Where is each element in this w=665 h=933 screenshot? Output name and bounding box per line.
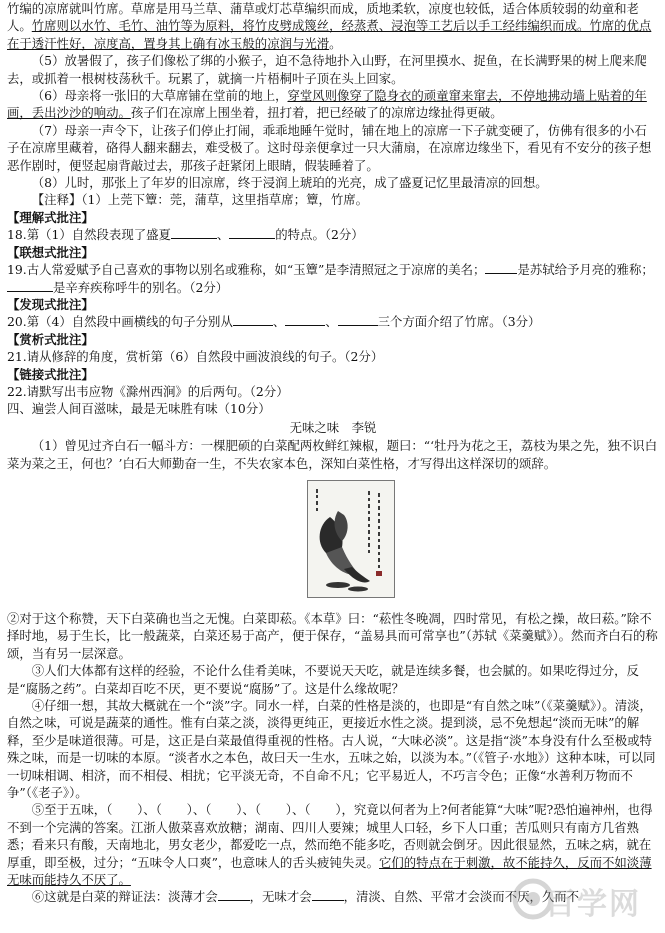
a6-text: ⑥这就是白菜的辩证法：淡薄才会 [31,889,218,905]
watermark-logo [509,865,659,929]
section-link: 【链接式批注】 [7,366,94,382]
answer-blank[interactable] [338,313,378,326]
p6-text-end: 孩子们在凉席上围坐着，扭打着，把已经破了的凉席边缘扯得更破。 [130,105,503,121]
answer-blank[interactable] [7,279,53,292]
question-20 [7,313,659,330]
article-title: 无味之味 李锐 [289,419,377,435]
article-paragraph-2: ②对于这个称赞，天下白菜确也当之无愧。白菜即菘。《本草》曰：“菘性冬晚凋，四时常见，有松之操，故曰菘。”除不择时地，易于生长，比一般蔬菜，白菜还易于高产，便于保存，“盖易具而可常享也”（苏轼《菜羹赋》）。然而齐白石的称颂，当有另一层深意。 [7,610,658,661]
answer-blank[interactable] [218,888,250,901]
paragraph-5: （5）放暑假了，孩子们像松了绑的小猴子，迫不急待地扑入山野，在河里摸水、捉鱼，在长满野果的树上爬来爬去，或抓着一根树枝荡秋千。玩累了，就摘一片梧桐叶子顶在头上回家。 [7,53,647,86]
section-discovery: 【发现式批注】 [7,296,94,312]
a5-underlined: 它们的特点在于刺激，故不能持久，反而不如淡薄无味而能持久不厌了。 [7,854,652,888]
question-19 [7,261,659,296]
paragraph-7: （7）母亲一声令下，让孩子们停止打闹，乖乖地睡午觉时，铺在地上的凉席一下子就变硬了，仿佛有很多的小石子在凉席里藏着，硌得人翻来翻去，难受极了。这时母亲便拿过一只大蒲扇，在凉席边缘坐下，看见有不安分的孩子想恶作剧时，便竖起扇背敲过去，那孩子赶紧闭上眼睛，假装睡着了。 [7,122,652,173]
cabbage-painting [307,480,395,598]
annotation [7,191,659,208]
part-four-heading: 四、遍尝人间百滋味，最是无味胜有味（10分） [7,401,271,417]
q18-sep: 、 [216,227,230,243]
a5-text: ⑤至于五味，（ ）、（ ）、（ ）、（ ）、（ ），究竟以何者为上?何者能算“大味”呢?恐怕遍神州，也得不到一个完满的答案。江浙人傲菜喜欢放糖；湖南、四川人要辣；城里人口轻，乡下人口重；苦瓜则只有南方几省熟悉；看来只有酸，天南地北，男女老少，都爱吃一点，然而绝不能多吃，否则就会倒牙。因此很显然，五味之病，就在厚重，即至极，过分；“五味令人口爽”，也意味人的舌头疲钝失灵。 [7,802,653,870]
intro-text: 竹编的凉席就叫竹席。草席是用马兰草、蒲草或灯芯草编织而成，质地柔软，凉度也较低，适合体质较弱的幼童和老人。 [7,1,639,34]
answer-blank[interactable] [229,226,275,239]
watermark-text: 百学网 [545,886,641,922]
q19-tail: 是辛弃疾称呼牛的别名。（2分） [53,279,229,295]
a6-mid: ，无味才会 [249,889,312,905]
answer-blank[interactable] [485,261,517,274]
article-paragraph-3: ③人们大体都有这样的经验，不论什么佳肴美味，不要说天天吃，就是连续多餐，也会腻的。如果吃得过分，反是“腐肠之药”。白菜却百吃不厌，更不要说“腐肠”了。这是什么缘故呢？ [7,663,639,696]
underlined-sentence: 竹席则以水竹、毛竹、油竹等为原料，将竹皮劈成篾丝，经蒸煮、浸泡等工艺后以手工经纬编织而成。竹席的优点在于透汗性好，凉度高，置身其上确有冰玉般的凉润与光滑 [7,18,652,51]
a6-tail: ，清淡、自然、平常才会淡而不厌，久而不 [343,889,580,905]
intro-paragraph [7,0,659,52]
annotation-label: 【注释】 [31,192,82,208]
answer-blank[interactable] [171,226,217,239]
question-22: 22.请默写出韦应物《滁州西涧》的后两句。（2分） [7,383,289,399]
q19-text: 19.古人常爱赋予自己喜欢的事物以别名或雅称，如“玉簟”是李清照冠之于凉席的美名； [7,262,486,278]
q20-sep: 、 [272,314,286,330]
paragraph-8: （8）儿时，那张上了年岁的旧凉席，终于浸润上琥珀的光亮，成了盛夏记忆里最清凉的回想。 [31,175,548,191]
question-21: 21.请从修辞的角度，赏析第（6）自然段中画波浪线的句子。（2分） [7,349,384,365]
answer-blank[interactable] [285,313,325,326]
painting-figure [7,480,659,600]
section-appreciation: 【赏析式批注】 [7,331,94,347]
intro-end: 。 [329,35,342,51]
document-page [7,0,659,906]
q18-text: 18.第（1）自然段表现了盛夏 [7,227,171,243]
wavy-underlined-sentence: 穿堂风则像穿了隐身衣的顽童窜来窜去，不停地拂动墙上贴着的年画，丢出沙沙的响动。 [7,88,647,121]
answer-blank[interactable] [233,313,273,326]
paragraph-6 [7,87,659,122]
article-paragraph-1: （1）曾见过齐白石一幅斗方：一棵肥硕的白菜配两枚鲜红辣椒，题曰：“‘牡丹为花之王，荔枝为果之先，独不识白菜为菜之王，何也？’白石大师勤奋一生，不失农家本色，深知白菜性格，才写得出这样深切的颂辞。 [7,438,658,471]
section-association: 【联想式批注】 [7,244,94,260]
article-paragraph-4: ④仔细一想，其故大概就在一个“淡”字。同水一样，白菜的性格是淡的，也即是“有自然之味”（《菜羹赋》）。清淡，自然之味，可说是蔬菜的通性。惟有白菜之淡，淡得更纯正，更接近水性之淡。提到淡，忌不免想起“淡而无味”的解释，至少是味道很薄。可是，这正是白菜最值得重视的性格。古人说，“大味必淡”。这是指“淡”本身没有什么至极或特殊之味，而是一切味的本原。“淡者水之本色，故曰天一生水，五味之始，以淡为本。”（《管子·水地》）这种本味，可以同一切味相调、相济，而不相侵、相扰；它平淡无奇，不自命不凡；它平易近人，不巧言令色；正像“水善利万物而不争”（《老子》）。 [7,698,656,801]
q20-tail: 三个方面介绍了竹席。（3分） [377,314,541,330]
answer-blank[interactable] [312,888,344,901]
q20-sep: 、 [325,314,338,330]
annotation-text: （1）上莞下簟：莞，蒲草，这里指草席；簟，竹席。 [81,192,369,208]
p6-text: （6）母亲将一张旧的大草席铺在堂前的地上， [31,88,288,104]
q20-text: 20.第（4）自然段中画横线的句子分别从 [7,314,233,330]
cabbage-icon [308,481,394,597]
question-18 [7,226,659,243]
q19-mid: 是苏轼给予月亮的雅称； [517,262,654,278]
section-comprehension: 【理解式批注】 [7,209,94,225]
q18-tail: 的特点。（2分） [275,227,364,243]
